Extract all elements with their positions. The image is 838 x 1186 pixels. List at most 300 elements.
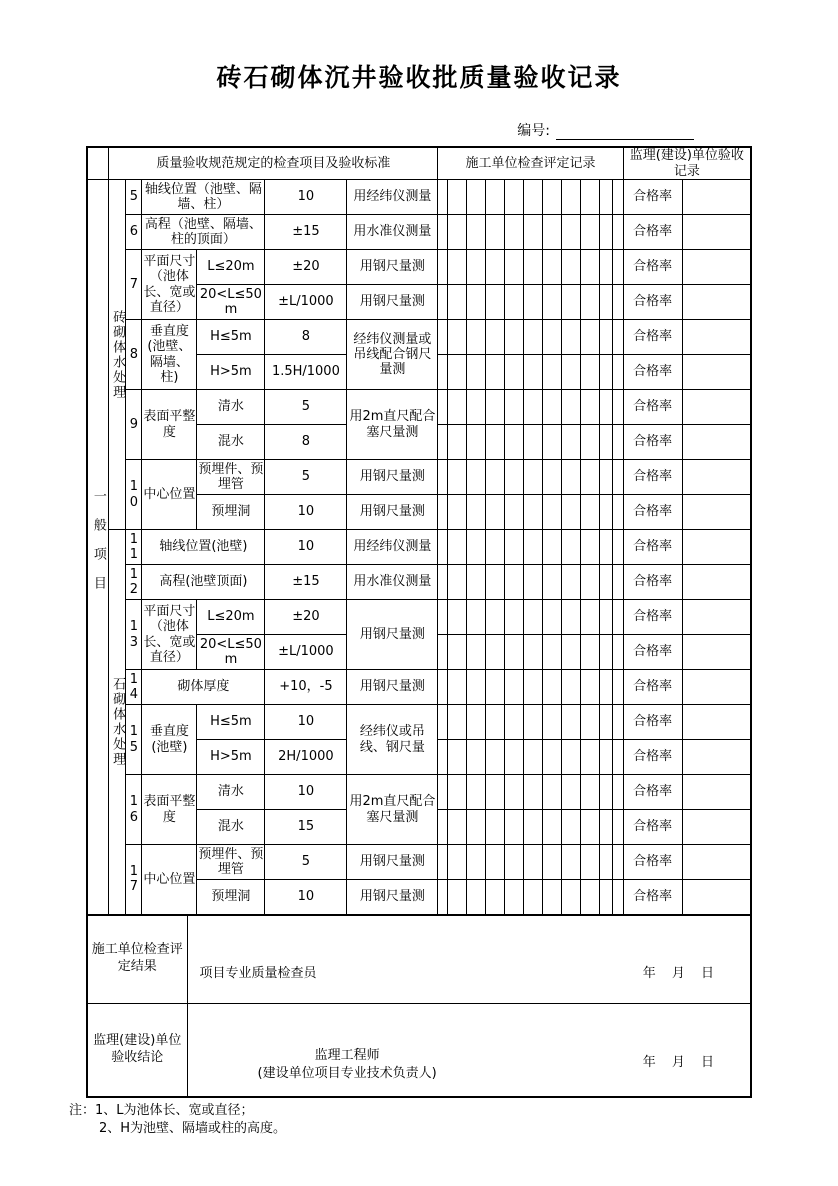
record-cell [562, 740, 581, 775]
record-cell [543, 880, 562, 915]
record-cell [543, 845, 562, 880]
condition-cell: 预埋洞 [197, 880, 265, 915]
record-cell [600, 285, 613, 320]
record-cell [505, 250, 524, 285]
record-cell [600, 880, 613, 915]
record-cell [613, 460, 623, 495]
record-cell [505, 810, 524, 845]
record-cell [448, 880, 467, 915]
record-cell [467, 495, 486, 530]
supervisor-record-cell [682, 495, 751, 530]
supervisor-record-cell [682, 460, 751, 495]
record-cell [448, 250, 467, 285]
record-cell [524, 565, 543, 600]
record-cell [581, 635, 600, 670]
condition-cell: 清水 [197, 390, 265, 425]
record-cell [581, 705, 600, 740]
table-row [87, 390, 751, 425]
record-cell [438, 320, 448, 355]
item-name-cell: 高程(池壁顶面) [142, 565, 265, 600]
contractor-result-label: 施工单位检查评定结果 [87, 915, 187, 1004]
record-cell [448, 740, 467, 775]
method-cell: 用钢尺量测 [347, 670, 438, 705]
record-cell [438, 215, 448, 250]
category-label-cell: 砖砌体水处理 [109, 180, 126, 530]
record-cell [486, 320, 505, 355]
record-cell [581, 740, 600, 775]
item-name-cell: 轴线位置(池壁) [142, 530, 265, 565]
record-cell [543, 670, 562, 705]
method-cell: 用钢尺量测 [347, 285, 438, 320]
item-name-cell: 高程（池壁、隔墙、柱的顶面） [142, 215, 265, 250]
supervisor-conclusion-cell [187, 1003, 751, 1097]
condition-cell: 预埋件、预埋管 [197, 460, 265, 495]
pass-rate-cell: 合格率 [623, 530, 682, 565]
record-cell [467, 565, 486, 600]
record-cell [613, 355, 623, 390]
pass-rate-cell: 合格率 [623, 880, 682, 915]
record-cell [505, 740, 524, 775]
record-cell [581, 600, 600, 635]
pass-rate-cell: 合格率 [623, 250, 682, 285]
record-cell [438, 845, 448, 880]
record-cell [486, 180, 505, 215]
record-cell [505, 320, 524, 355]
method-cell: 用钢尺量测 [347, 250, 438, 285]
record-cell [524, 495, 543, 530]
record-cell [486, 390, 505, 425]
item-name-cell: 平面尺寸（池体长、宽或直径） [142, 250, 197, 320]
supervisor-record-cell [682, 390, 751, 425]
record-cell [581, 495, 600, 530]
record-cell [613, 705, 623, 740]
record-cell [524, 425, 543, 460]
tolerance-value-cell: 5 [265, 845, 347, 880]
record-cell [600, 180, 613, 215]
method-cell: 用钢尺量测 [347, 460, 438, 495]
method-cell: 用经纬仪测量 [347, 180, 438, 215]
record-cell [524, 810, 543, 845]
record-cell [613, 320, 623, 355]
item-name-cell: 中心位置 [142, 460, 197, 530]
record-cell [613, 390, 623, 425]
record-cell [543, 285, 562, 320]
record-cell [524, 775, 543, 810]
record-cell [448, 425, 467, 460]
supervisor-record-cell [682, 320, 751, 355]
record-cell [448, 670, 467, 705]
record-cell [613, 180, 623, 215]
record-cell [448, 775, 467, 810]
record-cell [438, 355, 448, 390]
supervisor-record-cell [682, 670, 751, 705]
record-cell [448, 180, 467, 215]
record-cell [486, 530, 505, 565]
supervisor-record-cell [682, 355, 751, 390]
record-cell [448, 530, 467, 565]
table-row [87, 845, 751, 880]
supervisor-record-cell [682, 285, 751, 320]
record-cell [562, 775, 581, 810]
record-cell [448, 460, 467, 495]
record-cell [562, 250, 581, 285]
condition-cell: L≤20m [197, 600, 265, 635]
record-cell [467, 355, 486, 390]
method-cell: 经纬仪测量或吊线配合钢尺量测 [347, 320, 438, 390]
tolerance-value-cell: ±L/1000 [265, 285, 347, 320]
record-cell [581, 530, 600, 565]
row-number-cell: 5 [126, 180, 142, 215]
item-name-cell: 中心位置 [142, 845, 197, 915]
record-cell [562, 215, 581, 250]
inspection-table [86, 146, 752, 916]
method-cell: 用2m直尺配合塞尺量测 [347, 775, 438, 845]
record-cell [562, 320, 581, 355]
header-inspection-items: 质量验收规范规定的检查项目及验收标准 [109, 147, 438, 180]
record-cell [486, 845, 505, 880]
supervisor-record-cell [682, 600, 751, 635]
record-cell [505, 600, 524, 635]
supervisor-record-cell [682, 810, 751, 845]
record-cell [581, 670, 600, 705]
record-cell [486, 740, 505, 775]
tolerance-value-cell: 1.5H/1000 [265, 355, 347, 390]
row-number-cell: 9 [126, 390, 142, 460]
supervisor-record-cell [682, 425, 751, 460]
record-cell [543, 740, 562, 775]
record-cell [438, 740, 448, 775]
table-row [87, 775, 751, 810]
record-cell [613, 635, 623, 670]
row-number-cell: 17 [126, 845, 142, 915]
record-cell [600, 775, 613, 810]
record-cell [505, 285, 524, 320]
supervisor-record-cell [682, 530, 751, 565]
record-cell [562, 810, 581, 845]
record-cell [524, 740, 543, 775]
record-cell [613, 495, 623, 530]
supervisor-record-cell [682, 565, 751, 600]
record-cell [600, 565, 613, 600]
record-cell [467, 810, 486, 845]
table-row [87, 600, 751, 635]
row-number-cell: 14 [126, 670, 142, 705]
record-cell [467, 600, 486, 635]
number-blank-line [556, 125, 694, 140]
record-cell [581, 285, 600, 320]
row-number-cell: 15 [126, 705, 142, 775]
record-cell [486, 670, 505, 705]
record-cell [600, 635, 613, 670]
record-cell [486, 635, 505, 670]
supervisor-record-cell [682, 215, 751, 250]
record-cell [505, 425, 524, 460]
row-number-cell: 13 [126, 600, 142, 670]
supervisor-record-cell [682, 250, 751, 285]
record-cell [467, 635, 486, 670]
pass-rate-cell: 合格率 [623, 565, 682, 600]
record-cell [543, 565, 562, 600]
record-cell [486, 355, 505, 390]
record-cell [562, 705, 581, 740]
record-cell [562, 530, 581, 565]
record-cell [467, 670, 486, 705]
record-cell [505, 495, 524, 530]
method-cell: 用钢尺量测 [347, 845, 438, 880]
contractor-result-row [87, 915, 751, 1004]
record-cell [467, 390, 486, 425]
record-cell [581, 880, 600, 915]
record-cell [543, 390, 562, 425]
record-cell [543, 215, 562, 250]
record-cell [562, 600, 581, 635]
pass-rate-cell: 合格率 [623, 460, 682, 495]
record-cell [524, 845, 543, 880]
supervisor-record-cell [682, 775, 751, 810]
record-cell [505, 565, 524, 600]
method-cell: 经纬仪或吊线、钢尺量 [347, 705, 438, 775]
record-cell [562, 635, 581, 670]
record-cell [581, 320, 600, 355]
condition-cell: 清水 [197, 775, 265, 810]
record-cell [600, 460, 613, 495]
record-cell [613, 600, 623, 635]
table-row [87, 320, 751, 355]
record-cell [505, 355, 524, 390]
record-cell [613, 880, 623, 915]
record-cell [524, 460, 543, 495]
row-number-cell: 10 [126, 460, 142, 530]
record-cell [467, 250, 486, 285]
record-cell [562, 670, 581, 705]
table-row [87, 460, 751, 495]
record-cell [467, 775, 486, 810]
record-cell [505, 670, 524, 705]
record-cell [438, 775, 448, 810]
record-cell [505, 215, 524, 250]
row-number-cell: 12 [126, 565, 142, 600]
supervisor-record-cell [682, 180, 751, 215]
record-cell [524, 670, 543, 705]
pass-rate-cell: 合格率 [623, 180, 682, 215]
record-cell [600, 320, 613, 355]
record-cell [543, 355, 562, 390]
record-cell [543, 460, 562, 495]
record-cell [524, 705, 543, 740]
row-number-cell: 7 [126, 250, 142, 320]
header-contractor-record: 施工单位检查评定记录 [438, 147, 623, 180]
pass-rate-cell: 合格率 [623, 600, 682, 635]
record-cell [543, 180, 562, 215]
table-header-row [87, 147, 751, 180]
record-cell [467, 705, 486, 740]
method-cell: 用钢尺量测 [347, 880, 438, 915]
row-number-cell: 11 [126, 530, 142, 565]
record-cell [562, 180, 581, 215]
record-cell [505, 635, 524, 670]
row-number-cell: 8 [126, 320, 142, 390]
supervisor-record-cell [682, 705, 751, 740]
record-cell [448, 845, 467, 880]
record-cell [448, 215, 467, 250]
document-number-row [86, 120, 752, 140]
page-title: 砖石砌体沉井验收批质量验收记录 [216, 63, 622, 92]
record-cell [467, 285, 486, 320]
method-cell: 用钢尺量测 [347, 600, 438, 670]
record-cell [581, 180, 600, 215]
record-cell [505, 530, 524, 565]
condition-cell: H≤5m [197, 705, 265, 740]
record-cell [448, 810, 467, 845]
record-cell [562, 460, 581, 495]
record-cell [467, 740, 486, 775]
record-cell [600, 215, 613, 250]
header-corner-cell [87, 147, 109, 180]
record-cell [613, 670, 623, 705]
record-cell [467, 845, 486, 880]
item-name-cell: 表面平整度 [142, 775, 197, 845]
record-cell [581, 810, 600, 845]
record-cell [505, 880, 524, 915]
record-cell [486, 810, 505, 845]
footnotes [69, 1102, 769, 1140]
record-cell [438, 565, 448, 600]
table-row [87, 180, 751, 215]
record-cell [524, 880, 543, 915]
pass-rate-cell: 合格率 [623, 775, 682, 810]
record-cell [438, 670, 448, 705]
pass-rate-cell: 合格率 [623, 320, 682, 355]
supervisor-conclusion-row [87, 1003, 751, 1097]
record-cell [613, 775, 623, 810]
row-number-cell: 6 [126, 215, 142, 250]
date-line: 年 月 日 [642, 965, 720, 981]
condition-cell: L≤20m [197, 250, 265, 285]
condition-cell: 20<L≤50m [197, 635, 265, 670]
record-cell [438, 425, 448, 460]
record-cell [543, 530, 562, 565]
footer-table [86, 914, 752, 1098]
pass-rate-cell: 合格率 [623, 425, 682, 460]
record-cell [524, 530, 543, 565]
record-cell [467, 530, 486, 565]
record-cell [438, 530, 448, 565]
pass-rate-cell: 合格率 [623, 635, 682, 670]
record-cell [600, 845, 613, 880]
tolerance-value-cell: 8 [265, 320, 347, 355]
record-cell [448, 635, 467, 670]
record-cell [467, 880, 486, 915]
record-cell [581, 425, 600, 460]
record-cell [438, 390, 448, 425]
record-cell [600, 705, 613, 740]
tolerance-value-cell: 10 [265, 495, 347, 530]
tolerance-value-cell: 10 [265, 705, 347, 740]
tolerance-value-cell: 10 [265, 180, 347, 215]
record-cell [505, 180, 524, 215]
record-cell [467, 460, 486, 495]
record-cell [467, 320, 486, 355]
record-cell [600, 810, 613, 845]
table-row [87, 250, 751, 285]
record-cell [524, 285, 543, 320]
record-cell [486, 495, 505, 530]
record-cell [543, 600, 562, 635]
record-cell [613, 810, 623, 845]
tolerance-value-cell: 10 [265, 775, 347, 810]
record-cell [613, 250, 623, 285]
record-cell [486, 460, 505, 495]
record-cell [581, 460, 600, 495]
record-cell [448, 495, 467, 530]
record-cell [448, 285, 467, 320]
item-name-cell: 表面平整度 [142, 390, 197, 460]
record-cell [505, 705, 524, 740]
category-label-cell: 石砌体水处理 [109, 530, 126, 915]
pass-rate-cell: 合格率 [623, 705, 682, 740]
record-cell [562, 495, 581, 530]
method-cell: 用钢尺量测 [347, 495, 438, 530]
record-cell [438, 285, 448, 320]
condition-cell: 预埋洞 [197, 495, 265, 530]
pass-rate-cell: 合格率 [623, 845, 682, 880]
item-name-cell: 垂直度(池壁、隔墙、柱) [142, 320, 197, 390]
record-cell [486, 215, 505, 250]
pass-rate-cell: 合格率 [623, 355, 682, 390]
supervisor-record-cell [682, 845, 751, 880]
tolerance-value-cell: 15 [265, 810, 347, 845]
record-cell [600, 425, 613, 460]
record-cell [438, 180, 448, 215]
supervising-engineer-label: 监理工程师 (建设单位项目专业技术负责人) [257, 1048, 437, 1082]
record-cell [600, 355, 613, 390]
record-cell [562, 390, 581, 425]
record-cell [543, 320, 562, 355]
supervisor-record-cell [682, 740, 751, 775]
record-cell [438, 705, 448, 740]
record-cell [600, 670, 613, 705]
item-name-cell: 轴线位置（池壁、隔墙、柱） [142, 180, 265, 215]
supervisor-conclusion-label: 监理(建设)单位验收结论 [87, 1003, 187, 1097]
record-cell [486, 705, 505, 740]
record-cell [613, 425, 623, 460]
item-name-cell: 砌体厚度 [142, 670, 265, 705]
supervisor-record-cell [682, 880, 751, 915]
record-cell [562, 355, 581, 390]
record-cell [486, 425, 505, 460]
method-cell: 用经纬仪测量 [347, 530, 438, 565]
record-cell [613, 740, 623, 775]
record-cell [562, 285, 581, 320]
table-row [87, 530, 751, 565]
record-cell [505, 775, 524, 810]
footnote-2: 2、H为池壁、隔墙或柱的高度。 [99, 1121, 287, 1137]
record-cell [467, 215, 486, 250]
record-cell [581, 775, 600, 810]
item-name-cell: 平面尺寸（池体长、宽或直径） [142, 600, 197, 670]
item-name-cell: 垂直度(池壁) [142, 705, 197, 775]
record-cell [438, 495, 448, 530]
table-row [87, 565, 751, 600]
record-cell [524, 355, 543, 390]
record-cell [600, 740, 613, 775]
condition-cell: 混水 [197, 425, 265, 460]
header-supervisor-record: 监理(建设)单位验收记录 [623, 147, 751, 180]
pass-rate-cell: 合格率 [623, 495, 682, 530]
record-cell [438, 250, 448, 285]
tolerance-value-cell: ±L/1000 [265, 635, 347, 670]
record-cell [448, 390, 467, 425]
